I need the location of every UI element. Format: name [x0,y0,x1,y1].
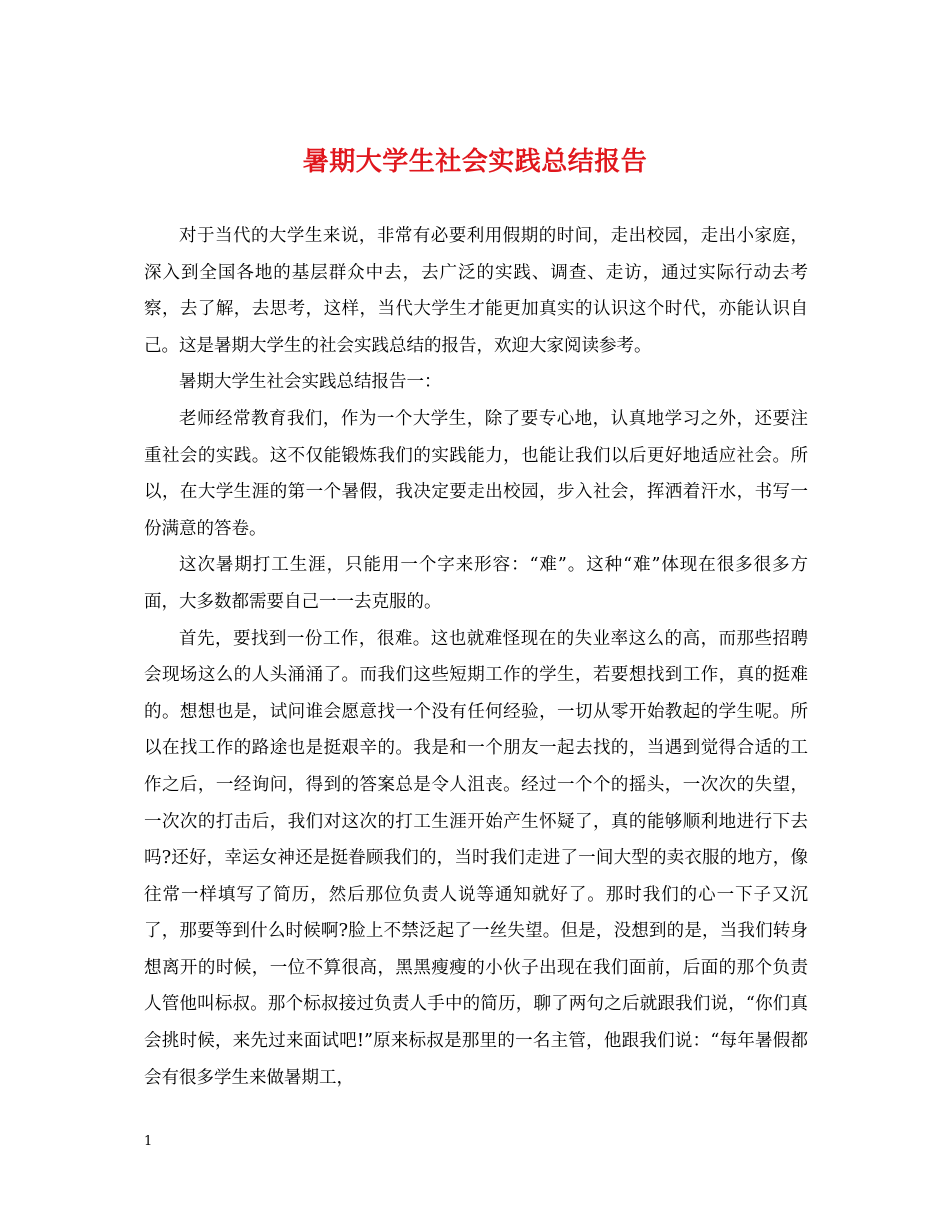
document-title: 暑期大学生社会实践总结报告 [302,147,648,177]
page-number: 1 [144,1134,153,1149]
body-paragraph: 这次暑期打工生涯，只能用一个字来形容：“难”。这种“难”体现在很多很多方面，大多数都需要自己一一去克服的。 [144,555,808,612]
document-body [144,218,808,1096]
intro-paragraph: 对于当代的大学生来说，非常有必要利用假期的时间，走出校园，走出小家庭，深入到全国各地的基层群众中去，去广泛的实践、调查、走访，通过实际行动去考察，去了解，去思考，这样，当代大学生才能更加真实的认识这个时代，亦能认识自己。这是暑期大学生的社会实践总结的报告，欢迎大家阅读参考。 [144,226,808,356]
body-paragraph: 老师经常教育我们，作为一个大学生，除了要专心地，认真地学习之外，还要注重社会的实践。这不仅能锻炼我们的实践能力，也能让我们以后更好地适应社会。所以，在大学生涯的第一个暑假，我决定要走出校园，步入社会，挥洒着汗水，书写一份满意的答卷。 [144,408,808,539]
body-paragraph: 首先，要找到一份工作，很难。这也就难怪现在的失业率这么的高，而那些招聘会现场这么的人头涌涌了。而我们这些短期工作的学生，若要想找到工作，真的挺难的。想想也是，试问谁会愿意找一个没有任何经验，一切从零开始教起的学生呢。所以在找工作的路途也是挺艰辛的。我是和一个朋友一起去找的，当遇到觉得合适的工作之后，一经询问，得到的答案总是令人沮丧。经过一个个的摇头，一次次的失望，一次次的打击后，我们对这次的打工生涯开始产生怀疑了，真的能够顺利地进行下去吗?还好，幸运女神还是挺眷顾我们的，当时我们走进了一间大型的卖衣服的地方，像往常一样填写了简历，然后那位负责人说等通知就好了。那时我们的心一下子又沉了，那要等到什么时候啊?脸上不禁泛起了一丝失望。但是，没想到的是，当我们转身想离开的时候，一位不算很高，黑黑瘦瘦的小伙子出现在我们面前，后面的那个负责人管他叫标叔。那个标叔接过负责人手中的简历，聊了两句之后就跟我们说，“你们真会挑时候，来先过来面试吧!”原来标叔是那里的一名主管，他跟我们说：“每年暑假都会有很多学生来做暑期工， [144,628,808,1088]
report-heading-paragraph: 暑期大学生社会实践总结报告一： [179,372,442,393]
